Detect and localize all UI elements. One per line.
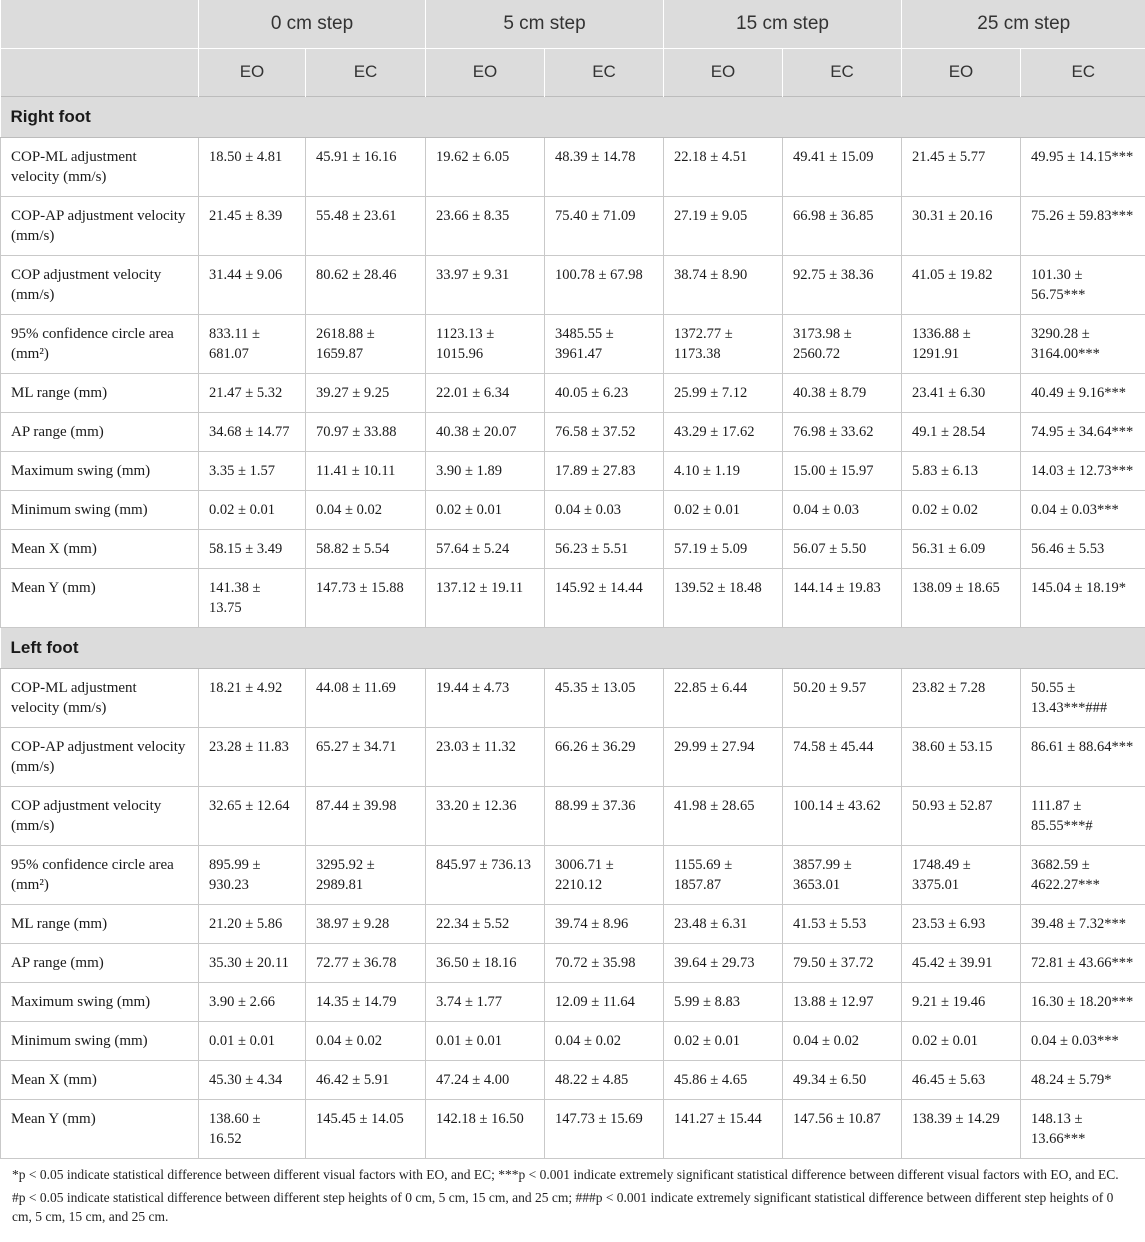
table-cell: 76.98 ± 33.62	[783, 412, 902, 451]
table-cell: 41.98 ± 28.65	[664, 786, 783, 845]
table-cell: 3.35 ± 1.57	[199, 451, 306, 490]
table-cell: 0.02 ± 0.01	[902, 1021, 1021, 1060]
table-cell: 11.41 ± 10.11	[306, 451, 426, 490]
header-sub-eo: EO	[902, 48, 1021, 96]
table-cell: 74.95 ± 34.64***	[1021, 412, 1145, 451]
table-cell: 41.53 ± 5.53	[783, 904, 902, 943]
table-cell: 18.21 ± 4.92	[199, 668, 306, 727]
table-cell: 0.04 ± 0.03	[545, 490, 664, 529]
table-cell: 23.28 ± 11.83	[199, 727, 306, 786]
row-label: Mean X (mm)	[1, 529, 199, 568]
table-cell: 3.74 ± 1.77	[426, 982, 545, 1021]
header-sub-ec: EC	[306, 48, 426, 96]
table-row	[1, 943, 1145, 982]
table-cell: 0.02 ± 0.01	[664, 490, 783, 529]
table-cell: 3006.71 ± 2210.12	[545, 845, 664, 904]
table-cell: 38.97 ± 9.28	[306, 904, 426, 943]
table-cell: 145.45 ± 14.05	[306, 1099, 426, 1158]
table-cell: 66.98 ± 36.85	[783, 196, 902, 255]
table-cell: 30.31 ± 20.16	[902, 196, 1021, 255]
table-cell: 49.41 ± 15.09	[783, 137, 902, 196]
table-cell: 0.01 ± 0.01	[199, 1021, 306, 1060]
table-row	[1, 490, 1145, 529]
table-cell: 56.23 ± 5.51	[545, 529, 664, 568]
table-cell: 49.34 ± 6.50	[783, 1060, 902, 1099]
table-row	[1, 196, 1145, 255]
table-cell: 23.82 ± 7.28	[902, 668, 1021, 727]
section-header	[1, 96, 1145, 137]
table-cell: 3.90 ± 1.89	[426, 451, 545, 490]
table-cell: 1336.88 ± 1291.91	[902, 314, 1021, 373]
header-sub-eo: EO	[426, 48, 545, 96]
table-cell: 2618.88 ± 1659.87	[306, 314, 426, 373]
table-cell: 47.24 ± 4.00	[426, 1060, 545, 1099]
table-cell: 56.46 ± 5.53	[1021, 529, 1145, 568]
table-cell: 4.10 ± 1.19	[664, 451, 783, 490]
header-group-0cm: 0 cm step	[199, 0, 426, 48]
table-cell: 56.31 ± 6.09	[902, 529, 1021, 568]
table-cell: 0.04 ± 0.03	[783, 490, 902, 529]
table-cell: 12.09 ± 11.64	[545, 982, 664, 1021]
table-cell: 144.14 ± 19.83	[783, 568, 902, 627]
table-cell: 14.03 ± 12.73***	[1021, 451, 1145, 490]
table-cell: 0.04 ± 0.02	[306, 1021, 426, 1060]
table-cell: 0.02 ± 0.01	[199, 490, 306, 529]
table-cell: 45.35 ± 13.05	[545, 668, 664, 727]
table-cell: 23.53 ± 6.93	[902, 904, 1021, 943]
table-cell: 66.26 ± 36.29	[545, 727, 664, 786]
table-cell: 1123.13 ± 1015.96	[426, 314, 545, 373]
row-label: COP-ML adjustment velocity (mm/s)	[1, 137, 199, 196]
table-cell: 138.09 ± 18.65	[902, 568, 1021, 627]
row-label: COP-ML adjustment velocity (mm/s)	[1, 668, 199, 727]
table-row	[1, 314, 1145, 373]
table-cell: 0.04 ± 0.03***	[1021, 1021, 1145, 1060]
table-cell: 0.04 ± 0.02	[545, 1021, 664, 1060]
table-cell: 3295.92 ± 2989.81	[306, 845, 426, 904]
row-label: 95% confidence circle area (mm²)	[1, 845, 199, 904]
table-cell: 80.62 ± 28.46	[306, 255, 426, 314]
table-cell: 27.19 ± 9.05	[664, 196, 783, 255]
table-cell: 138.60 ± 16.52	[199, 1099, 306, 1158]
table-cell: 100.78 ± 67.98	[545, 255, 664, 314]
row-label: Maximum swing (mm)	[1, 451, 199, 490]
row-label: COP-AP adjustment velocity (mm/s)	[1, 727, 199, 786]
table-row	[1, 1060, 1145, 1099]
table-cell: 34.68 ± 14.77	[199, 412, 306, 451]
table-cell: 86.61 ± 88.64***	[1021, 727, 1145, 786]
table-cell: 13.88 ± 12.97	[783, 982, 902, 1021]
table-row	[1, 529, 1145, 568]
table-cell: 895.99 ± 930.23	[199, 845, 306, 904]
table-cell: 32.65 ± 12.64	[199, 786, 306, 845]
table-cell: 33.97 ± 9.31	[426, 255, 545, 314]
header-group-25cm: 25 cm step	[902, 0, 1145, 48]
table-cell: 145.04 ± 18.19*	[1021, 568, 1145, 627]
table-cell: 21.20 ± 5.86	[199, 904, 306, 943]
table-row	[1, 845, 1145, 904]
table-cell: 25.99 ± 7.12	[664, 373, 783, 412]
table-cell: 139.52 ± 18.48	[664, 568, 783, 627]
row-label: ML range (mm)	[1, 904, 199, 943]
table-cell: 5.99 ± 8.83	[664, 982, 783, 1021]
table-cell: 45.42 ± 39.91	[902, 943, 1021, 982]
table-cell: 845.97 ± 736.13	[426, 845, 545, 904]
header-corner-sub	[1, 48, 199, 96]
table-cell: 76.58 ± 37.52	[545, 412, 664, 451]
table-cell: 101.30 ± 56.75***	[1021, 255, 1145, 314]
table-cell: 0.01 ± 0.01	[426, 1021, 545, 1060]
table-row	[1, 1099, 1145, 1158]
table-cell: 79.50 ± 37.72	[783, 943, 902, 982]
row-label: Maximum swing (mm)	[1, 982, 199, 1021]
row-label: COP adjustment velocity (mm/s)	[1, 255, 199, 314]
section-title: Right foot	[1, 96, 1145, 137]
table-cell: 22.85 ± 6.44	[664, 668, 783, 727]
table-cell: 70.97 ± 33.88	[306, 412, 426, 451]
table-cell: 23.03 ± 11.32	[426, 727, 545, 786]
table-cell: 16.30 ± 18.20***	[1021, 982, 1145, 1021]
table-cell: 38.60 ± 53.15	[902, 727, 1021, 786]
table-cell: 40.38 ± 8.79	[783, 373, 902, 412]
table-cell: 3290.28 ± 3164.00***	[1021, 314, 1145, 373]
table-cell: 111.87 ± 85.55***#	[1021, 786, 1145, 845]
table-cell: 36.50 ± 18.16	[426, 943, 545, 982]
row-label: AP range (mm)	[1, 412, 199, 451]
table-row	[1, 727, 1145, 786]
table-cell: 5.83 ± 6.13	[902, 451, 1021, 490]
table-row	[1, 137, 1145, 196]
header-group-5cm: 5 cm step	[426, 0, 664, 48]
table-cell: 21.45 ± 8.39	[199, 196, 306, 255]
table-cell: 19.62 ± 6.05	[426, 137, 545, 196]
table-cell: 50.93 ± 52.87	[902, 786, 1021, 845]
table-row	[1, 568, 1145, 627]
table-cell: 145.92 ± 14.44	[545, 568, 664, 627]
table-header	[1, 0, 1145, 96]
section-header	[1, 627, 1145, 668]
header-group-15cm: 15 cm step	[664, 0, 902, 48]
table-row	[1, 904, 1145, 943]
table-cell: 0.02 ± 0.01	[664, 1021, 783, 1060]
table-cell: 50.55 ± 13.43***###	[1021, 668, 1145, 727]
table-cell: 46.42 ± 5.91	[306, 1060, 426, 1099]
table-cell: 55.48 ± 23.61	[306, 196, 426, 255]
table-cell: 87.44 ± 39.98	[306, 786, 426, 845]
row-label: COP adjustment velocity (mm/s)	[1, 786, 199, 845]
table-cell: 45.30 ± 4.34	[199, 1060, 306, 1099]
table-row	[1, 1021, 1145, 1060]
table-cell: 48.22 ± 4.85	[545, 1060, 664, 1099]
table-cell: 75.26 ± 59.83***	[1021, 196, 1145, 255]
table-cell: 48.24 ± 5.79*	[1021, 1060, 1145, 1099]
table-cell: 44.08 ± 11.69	[306, 668, 426, 727]
table-cell: 14.35 ± 14.79	[306, 982, 426, 1021]
table-cell: 38.74 ± 8.90	[664, 255, 783, 314]
table-cell: 22.34 ± 5.52	[426, 904, 545, 943]
table-cell: 142.18 ± 16.50	[426, 1099, 545, 1158]
table-cell: 3485.55 ± 3961.47	[545, 314, 664, 373]
row-label: AP range (mm)	[1, 943, 199, 982]
table-cell: 49.95 ± 14.15***	[1021, 137, 1145, 196]
table-cell: 70.72 ± 35.98	[545, 943, 664, 982]
table-cell: 137.12 ± 19.11	[426, 568, 545, 627]
table-cell: 56.07 ± 5.50	[783, 529, 902, 568]
table-row	[1, 255, 1145, 314]
header-sub-ec: EC	[545, 48, 664, 96]
table-cell: 0.02 ± 0.02	[902, 490, 1021, 529]
header-sub-eo: EO	[199, 48, 306, 96]
table-cell: 147.73 ± 15.88	[306, 568, 426, 627]
table-row	[1, 412, 1145, 451]
table-cell: 45.86 ± 4.65	[664, 1060, 783, 1099]
table-cell: 50.20 ± 9.57	[783, 668, 902, 727]
table-cell: 141.27 ± 15.44	[664, 1099, 783, 1158]
table-cell: 1155.69 ± 1857.87	[664, 845, 783, 904]
row-label: Mean X (mm)	[1, 1060, 199, 1099]
table-cell: 40.38 ± 20.07	[426, 412, 545, 451]
section-title: Left foot	[1, 627, 1145, 668]
table-cell: 3173.98 ± 2560.72	[783, 314, 902, 373]
table-cell: 833.11 ± 681.07	[199, 314, 306, 373]
table-cell: 29.99 ± 27.94	[664, 727, 783, 786]
table-cell: 1748.49 ± 3375.01	[902, 845, 1021, 904]
table-cell: 9.21 ± 19.46	[902, 982, 1021, 1021]
table-cell: 49.1 ± 28.54	[902, 412, 1021, 451]
table-cell: 141.38 ± 13.75	[199, 568, 306, 627]
table-cell: 23.48 ± 6.31	[664, 904, 783, 943]
table-row	[1, 786, 1145, 845]
header-sub-ec: EC	[1021, 48, 1145, 96]
table-cell: 23.41 ± 6.30	[902, 373, 1021, 412]
table-cell: 72.77 ± 36.78	[306, 943, 426, 982]
table-cell: 48.39 ± 14.78	[545, 137, 664, 196]
table-cell: 148.13 ± 13.66***	[1021, 1099, 1145, 1158]
table-cell: 72.81 ± 43.66***	[1021, 943, 1145, 982]
header-corner	[1, 0, 199, 48]
table-cell: 1372.77 ± 1173.38	[664, 314, 783, 373]
table-cell: 0.02 ± 0.01	[426, 490, 545, 529]
table-cell: 57.19 ± 5.09	[664, 529, 783, 568]
table-cell: 31.44 ± 9.06	[199, 255, 306, 314]
table-cell: 39.48 ± 7.32***	[1021, 904, 1145, 943]
table-cell: 65.27 ± 34.71	[306, 727, 426, 786]
table-row	[1, 451, 1145, 490]
table-cell: 22.01 ± 6.34	[426, 373, 545, 412]
table-cell: 100.14 ± 43.62	[783, 786, 902, 845]
table-cell: 21.45 ± 5.77	[902, 137, 1021, 196]
table-body	[1, 96, 1145, 1158]
table-cell: 46.45 ± 5.63	[902, 1060, 1021, 1099]
table-row	[1, 982, 1145, 1021]
table-cell: 43.29 ± 17.62	[664, 412, 783, 451]
table-cell: 92.75 ± 38.36	[783, 255, 902, 314]
table-cell: 88.99 ± 37.36	[545, 786, 664, 845]
table-footnotes	[0, 1159, 1145, 1226]
table-cell: 22.18 ± 4.51	[664, 137, 783, 196]
table-cell: 3.90 ± 2.66	[199, 982, 306, 1021]
table-cell: 21.47 ± 5.32	[199, 373, 306, 412]
table-cell: 58.82 ± 5.54	[306, 529, 426, 568]
header-sub-ec: EC	[783, 48, 902, 96]
row-label: 95% confidence circle area (mm²)	[1, 314, 199, 373]
row-label: Mean Y (mm)	[1, 568, 199, 627]
table-cell: 15.00 ± 15.97	[783, 451, 902, 490]
table-cell: 33.20 ± 12.36	[426, 786, 545, 845]
table-row	[1, 373, 1145, 412]
table-cell: 74.58 ± 45.44	[783, 727, 902, 786]
table-cell: 18.50 ± 4.81	[199, 137, 306, 196]
table-cell: 39.27 ± 9.25	[306, 373, 426, 412]
row-label: Minimum swing (mm)	[1, 1021, 199, 1060]
row-label: Mean Y (mm)	[1, 1099, 199, 1158]
table-cell: 58.15 ± 3.49	[199, 529, 306, 568]
table-cell: 41.05 ± 19.82	[902, 255, 1021, 314]
table-cell: 3857.99 ± 3653.01	[783, 845, 902, 904]
table-cell: 147.73 ± 15.69	[545, 1099, 664, 1158]
table-cell: 0.04 ± 0.03***	[1021, 490, 1145, 529]
table-cell: 40.05 ± 6.23	[545, 373, 664, 412]
table-cell: 35.30 ± 20.11	[199, 943, 306, 982]
footnote: #p < 0.05 indicate statistical difference between different step heights of 0 cm, 5 cm, 15 cm, and 25 cm; ###p < 0.001 indicate extremely significant statistical difference between different step heights of 0 cm, 5 cm, 15 cm, and 25 cm.	[12, 1189, 1114, 1224]
table-cell: 23.66 ± 8.35	[426, 196, 545, 255]
table-cell: 19.44 ± 4.73	[426, 668, 545, 727]
table-cell: 138.39 ± 14.29	[902, 1099, 1021, 1158]
table-cell: 75.40 ± 71.09	[545, 196, 664, 255]
row-label: COP-AP adjustment velocity (mm/s)	[1, 196, 199, 255]
table-cell: 45.91 ± 16.16	[306, 137, 426, 196]
header-sub-eo: EO	[664, 48, 783, 96]
table-cell: 39.64 ± 29.73	[664, 943, 783, 982]
table-cell: 0.04 ± 0.02	[306, 490, 426, 529]
row-label: ML range (mm)	[1, 373, 199, 412]
table-cell: 17.89 ± 27.83	[545, 451, 664, 490]
row-label: Minimum swing (mm)	[1, 490, 199, 529]
table-cell: 57.64 ± 5.24	[426, 529, 545, 568]
table-cell: 0.04 ± 0.02	[783, 1021, 902, 1060]
table-cell: 3682.59 ± 4622.27***	[1021, 845, 1145, 904]
table-cell: 40.49 ± 9.16***	[1021, 373, 1145, 412]
table-row	[1, 668, 1145, 727]
footnote: *p < 0.05 indicate statistical difference between different visual factors with EO, and EC; ***p < 0.001 indicate extremely significant statistical difference between different visual factors with EO, and EC.	[12, 1166, 1119, 1182]
table-cell: 39.74 ± 8.96	[545, 904, 664, 943]
table-cell: 147.56 ± 10.87	[783, 1099, 902, 1158]
